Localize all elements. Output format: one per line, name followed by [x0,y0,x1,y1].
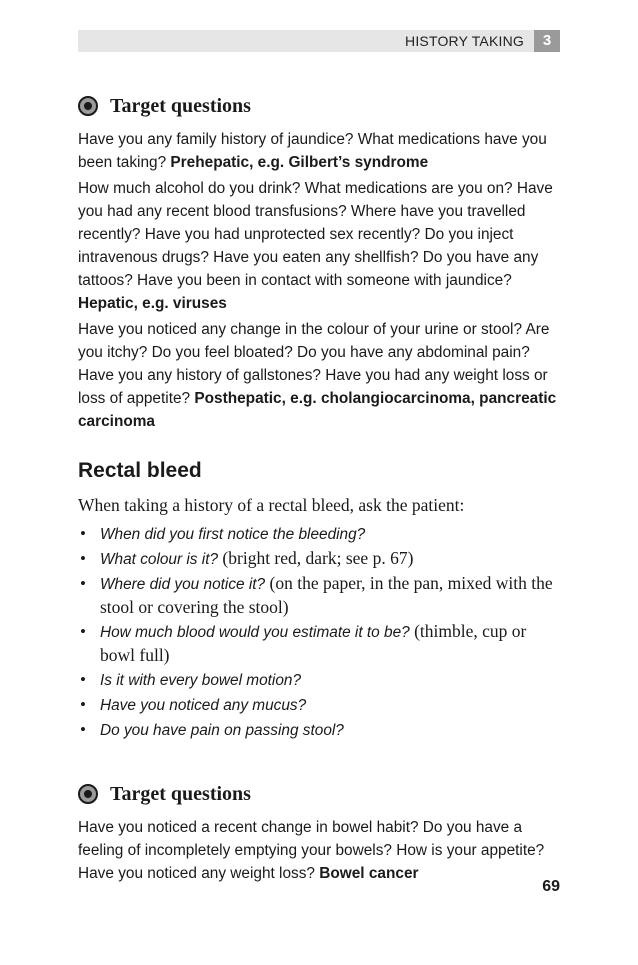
list-item [78,547,560,571]
running-header-title: HISTORY TAKING [405,33,524,49]
note: (thimble, cup or bowl full) [100,621,527,665]
question-text: Have you any family history of jaundice? What medications have you been taking? [78,131,547,171]
question: Is it with every bowel motion? [100,672,302,689]
rectal-question-list [78,522,560,742]
chapter-number: 3 [534,30,560,52]
answer-text: Posthepatic, e.g. cholangiocarcinoma, pancreatic carcinoma [78,390,557,430]
question: When did you first notice the bleeding? [100,526,366,543]
list-item [78,718,560,742]
target-paragraph-bowel-cancer [78,816,560,885]
question: Do you have pain on passing stool? [100,722,344,739]
question-text: Have you noticed a recent change in bowel habit? Do you have a feeling of incompletely emptying your bowels? How is your appetite? Have you noticed any weight loss? [78,819,545,882]
target-questions-heading [78,778,560,810]
question: Where did you notice it? [100,576,266,593]
list-item [78,693,560,717]
answer-text: Hepatic, e.g. viruses [78,295,227,312]
list-item [78,522,560,546]
target-questions-title: Target questions [110,94,251,117]
question: How much blood would you estimate it to be? [100,624,410,641]
list-item [78,572,560,619]
answer-text: Prehepatic, e.g. Gilbert’s syndrome [170,154,429,171]
page-content [78,90,560,888]
rectal-intro: When taking a history of a rectal bleed, ask the patient: [78,495,465,515]
target-questions-title: Target questions [110,782,251,805]
target-icon [78,784,98,804]
target-questions-heading [78,90,560,122]
question: What colour is it? [100,551,219,568]
question-text: Have you noticed any change in the colour of your urine or stool? Are you itchy? Do you feel bloated? Do you have any abdominal pain? Have you any history of gallstones? Have you had any weight loss or loss of appetite? [78,321,550,407]
target-paragraph-prehepatic [78,128,560,174]
list-item [78,668,560,692]
note: (on the paper, in the pan, mixed with the stool or covering the stool) [100,573,553,617]
target-paragraph-hepatic [78,177,560,315]
target-icon [78,96,98,116]
running-header [78,30,560,52]
note: (bright red, dark; see p. 67) [218,548,414,568]
answer-text: Bowel cancer [319,865,419,882]
question-text: How much alcohol do you drink? What medications are you on? Have you had any recent blood transfusions? Where have you travelled recently? Have you had unprotected sex recently? Do you inject intravenous drugs? Have you eaten any shellfish? Do you have any tattoos? Have you been in contact with someone with jaundice? [78,180,553,289]
target-paragraph-posthepatic [78,318,560,433]
section-title-rectal-bleed: Rectal bleed [78,459,202,482]
question: Have you noticed any mucus? [100,697,307,714]
page-number: 69 [542,878,560,895]
list-item [78,620,560,667]
